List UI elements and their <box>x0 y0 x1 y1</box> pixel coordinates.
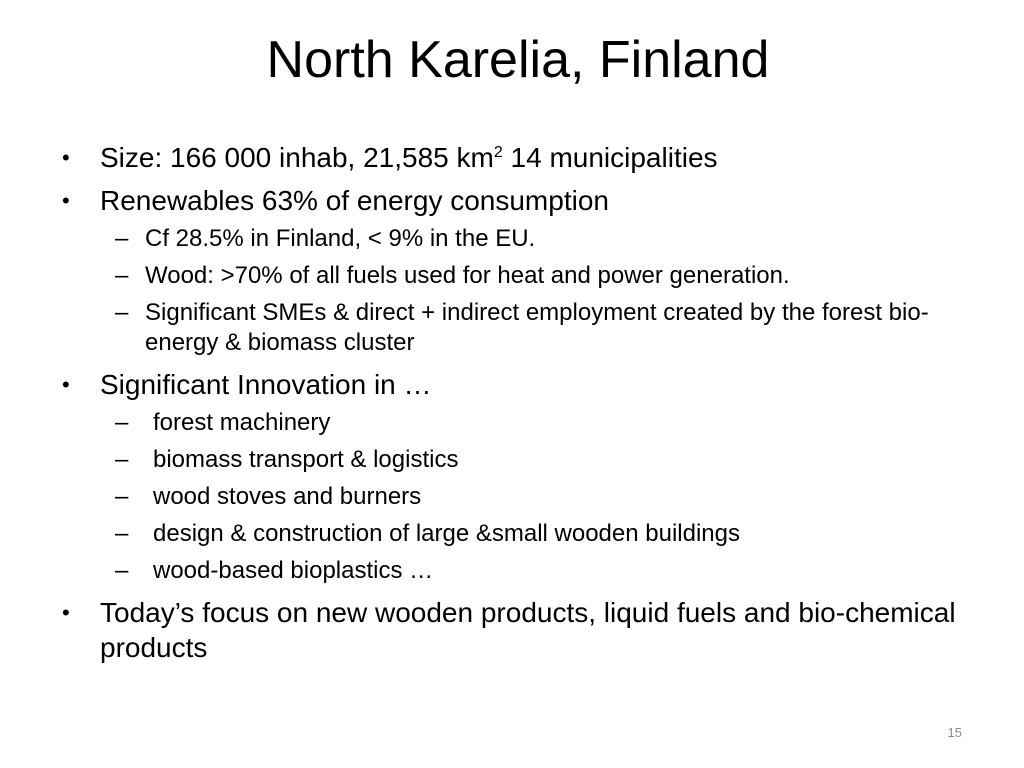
dash-marker: – <box>115 409 129 436</box>
sub-bullet-wood <box>58 261 978 291</box>
sub-bullet-text: Significant SMEs & direct + indirect employment created by the forest bio-energy & biomass cluster <box>145 299 929 356</box>
bullet-focus <box>58 595 978 665</box>
bullet-marker: • <box>62 145 70 170</box>
sub-bullet-wood-stoves <box>58 482 978 512</box>
dash-marker: – <box>115 299 129 326</box>
bullet-marker: • <box>62 372 70 397</box>
bullet-size-text: Size: 166 000 inhab, 21,585 km <box>100 142 494 173</box>
dash-marker: – <box>115 557 129 584</box>
slide-title: North Karelia, Finland <box>266 31 770 89</box>
bullet-size <box>58 140 978 175</box>
sub-bullet-forest-machinery <box>58 408 978 438</box>
sub-bullet-cf <box>58 224 978 254</box>
page-number: 15 <box>947 725 962 740</box>
dash-marker: – <box>115 520 129 547</box>
bullet-size-superscript: 2 <box>493 144 503 161</box>
sub-bullet-text: design & construction of large &small wooden buildings <box>153 520 741 547</box>
bullet-innovation-text: Significant Innovation in … <box>100 369 432 400</box>
sub-bullet-smes <box>58 298 978 358</box>
sub-bullet-text: Wood: >70% of all fuels used for heat and power generation. <box>145 262 790 289</box>
sub-bullet-text: wood stoves and burners <box>153 483 422 510</box>
bullet-marker: • <box>62 600 70 625</box>
sub-bullet-wooden-buildings <box>58 519 978 549</box>
sub-bullet-text: Cf 28.5% in Finland, < 9% in the EU. <box>145 225 536 252</box>
sub-bullet-text: wood-based bioplastics … <box>153 557 434 584</box>
slide-body <box>58 140 978 673</box>
bullet-size-suffix: 14 municipalities <box>502 142 718 173</box>
dash-marker: – <box>115 446 129 473</box>
sub-bullet-bioplastics <box>58 556 978 586</box>
bullet-renewables <box>58 183 978 218</box>
sub-bullet-text: forest machinery <box>153 409 331 436</box>
bullet-marker: • <box>62 188 70 213</box>
sub-bullet-biomass-transport <box>58 445 978 475</box>
sub-bullet-text: biomass transport & logistics <box>153 446 459 473</box>
bullet-innovation <box>58 367 978 402</box>
dash-marker: – <box>115 262 129 289</box>
dash-marker: – <box>115 483 129 510</box>
bullet-renewables-text: Renewables 63% of energy consumption <box>100 185 609 216</box>
bullet-focus-text: Today’s focus on new wooden products, liquid fuels and bio-chemical products <box>100 597 956 663</box>
dash-marker: – <box>115 225 129 252</box>
